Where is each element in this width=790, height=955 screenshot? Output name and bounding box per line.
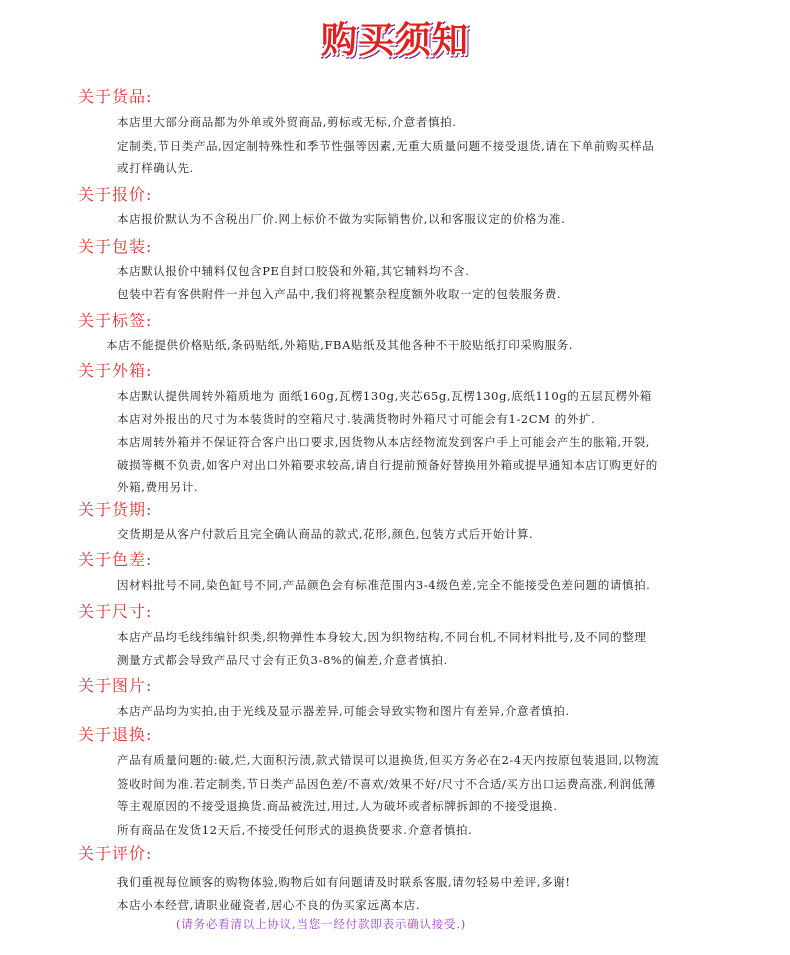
section-line: 定制类,节日类产品,因定制特殊性和季节性强等因素,无重大质量问题不接受退货,请在下单前购买样品 xyxy=(117,139,655,153)
section-heading-pricing: 关于报价: xyxy=(78,185,153,204)
section-line: 因材料批号不同,染色缸号不同,产品颜色会有标准范围内3-4级色差,完全不能接受色差问题的请慎拍. xyxy=(117,578,651,592)
section-line: 本店对外报出的尺寸为本装货时的空箱尺寸.装满货物时外箱尺寸可能会有1-2CM 的外扩. xyxy=(117,412,596,426)
section-line: 本店产品均毛线纬编针织类,织物弹性本身较大,因为织物结构,不同台机,不同材料批号,及不同的整理 xyxy=(117,630,647,644)
section-line: 本店产品均为实拍,由于光线及显示器差异,可能会导致实物和图片有差异,介意者慎拍. xyxy=(117,704,570,718)
section-line: 交货期是从客户付款后且完全确认商品的款式,花形,颜色,包装方式后开始计算. xyxy=(117,527,534,541)
section-line: 本店小本经营,请职业碰瓷者,居心不良的伪买家远离本店. xyxy=(117,898,421,912)
section-line: 或打样确认先. xyxy=(117,161,194,175)
section-heading-color-difference: 关于色差: xyxy=(78,550,153,569)
page-title: 购买须知 xyxy=(320,20,469,61)
section-line: 包装中若有客供附件一并包入产品中,我们将视繁杂程度额外收取一定的包装服务费. xyxy=(117,287,562,301)
section-line: 外箱,费用另计. xyxy=(117,480,199,494)
section-line: 测量方式都会导致产品尺寸会有正负3-8%的偏差,介意者慎拍. xyxy=(117,653,448,667)
section-line: 本店默认提供周转外箱质地为 面纸160g,瓦楞130g,夹芯65g,瓦楞130g,底纸110g的五层瓦楞外箱 xyxy=(117,389,652,403)
section-line: 产品有质量问题的:破,烂,大面积污渍,款式错误可以退换货,但买方务必在2-4天内按原包装退回,以物流 xyxy=(117,753,660,767)
section-heading-packaging: 关于包装: xyxy=(78,237,153,256)
section-line: 本店里大部分商品都为外单或外贸商品,剪标或无标,介意者慎拍. xyxy=(117,115,457,129)
section-heading-reviews: 关于评价: xyxy=(78,844,153,863)
section-heading-images: 关于图片: xyxy=(78,676,153,695)
section-line: 本店报价默认为不含税出厂价.网上标价不做为实际销售价,以和客服议定的价格为准. xyxy=(117,212,566,226)
section-heading-returns: 关于退换: xyxy=(78,725,153,744)
section-line: 本店周转外箱并不保证符合客户出口要求,因货物从本店经物流发到客户手上可能会产生的胀箱,开裂, xyxy=(117,435,651,449)
footer-note: (请务必看清以上协议,当您一经付款即表示确认接受.) xyxy=(176,917,467,931)
section-line: 等主观原因的不接受退换货.商品被洗过,用过,人为破坏或者标牌拆卸的不接受退换. xyxy=(117,799,558,813)
section-line: 破损等概不负责,如客户对出口外箱要求较高,请自行提前预备好替换用外箱或提早通知本店订购更好的 xyxy=(117,458,658,472)
section-line: 签收时间为准.若定制类,节日类产品因色差/不喜欢/效果不好/尺寸不合适/买方出口运费高涨,利润低薄 xyxy=(117,777,656,791)
section-line: 本店默认报价中辅料仅包含PE自封口胶袋和外箱,其它辅料均不含. xyxy=(117,264,470,278)
section-heading-labels: 关于标签: xyxy=(78,311,153,330)
section-line: 我们重视每位顾客的购物体验,购物后如有问题请及时联系客服,请勿轻易中差评,多谢! xyxy=(117,875,571,889)
section-heading-size: 关于尺寸: xyxy=(78,602,153,621)
section-line: 所有商品在发货12天后,不接受任何形式的退换货要求.介意者慎拍. xyxy=(117,823,473,837)
title-banner xyxy=(0,10,790,67)
section-line: 本店不能提供价格贴纸,条码贴纸,外箱贴,FBA贴纸及其他各种不干胶贴纸打印采购服务. xyxy=(106,338,574,352)
section-heading-lead-time: 关于货期: xyxy=(78,500,153,519)
section-heading-cartons: 关于外箱: xyxy=(78,361,153,380)
section-heading-goods: 关于货品: xyxy=(78,87,153,106)
